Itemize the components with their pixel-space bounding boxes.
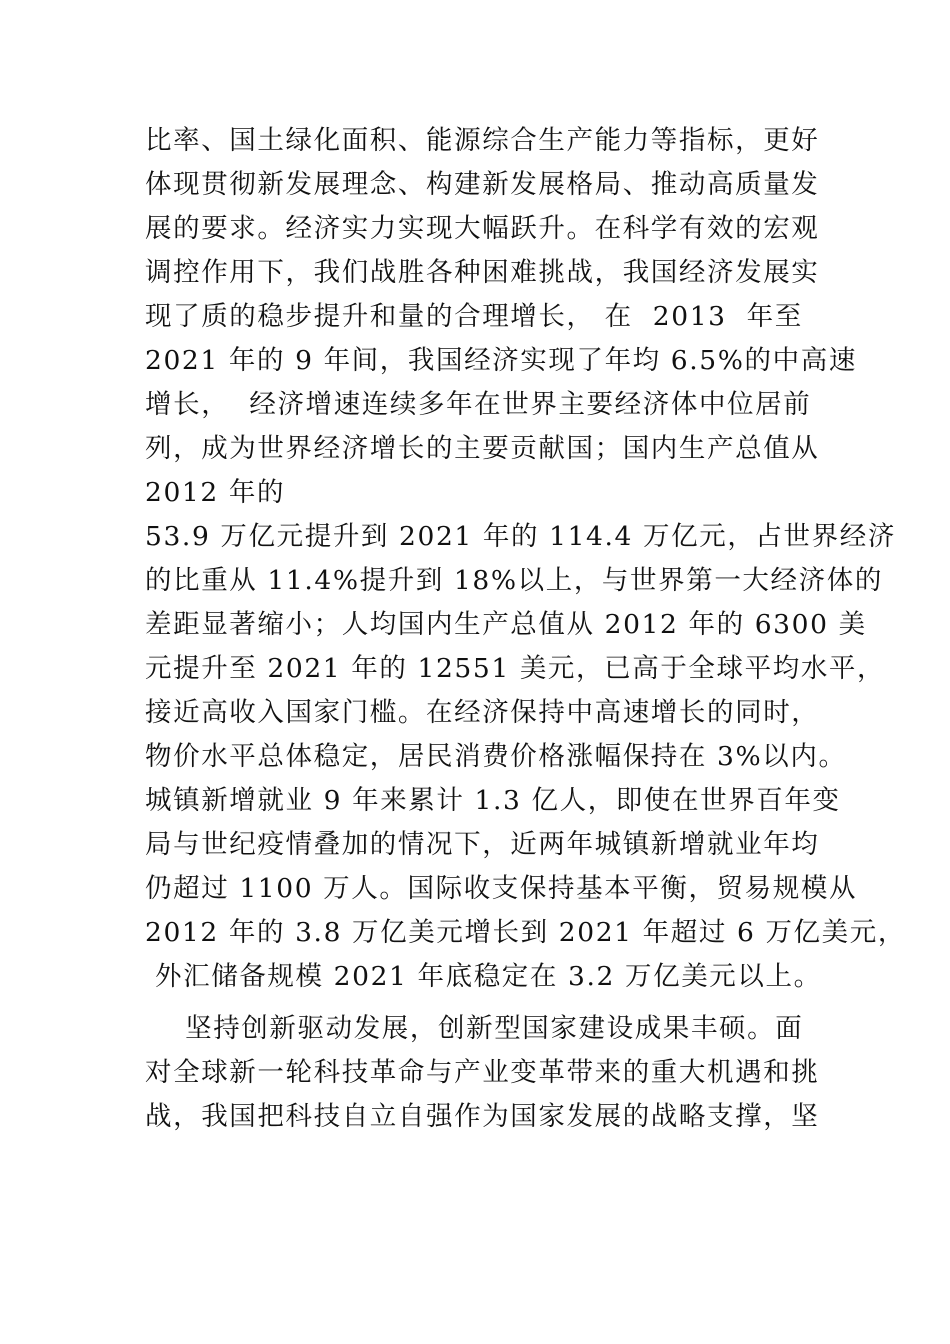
text-line: 现了质的稳步提升和量的合理增长， 在 2013 年至 bbox=[145, 301, 803, 332]
text-line: 比率、国土绿化面积、能源综合生产能力等指标，更好 bbox=[145, 125, 820, 156]
text-line: 战，我国把科技自立自强作为国家发展的战略支撑，坚 bbox=[145, 1101, 820, 1132]
text-line: 对全球新一轮科技革命与产业变革带来的重大机遇和挑 bbox=[145, 1057, 820, 1088]
text-line: 调控作用下，我们战胜各种困难挑战，我国经济发展实 bbox=[145, 257, 820, 288]
text-line: 差距显著缩小；人均国内生产总值从 2012 年的 6300 美 bbox=[145, 609, 867, 640]
text-line: 坚持创新驱动发展，创新型国家建设成果丰硕。面 bbox=[145, 1013, 804, 1044]
text-line: 体现贯彻新发展理念、构建新发展格局、推动高质量发 bbox=[145, 169, 820, 200]
text-line: 接近高收入国家门槛。在经济保持中高速增长的同时， bbox=[145, 697, 820, 728]
text-line: 2021 年的 9 年间，我国经济实现了年均 6.5%的中高速 bbox=[145, 345, 857, 376]
text-line: 展的要求。经济实力实现大幅跃升。在科学有效的宏观 bbox=[145, 213, 820, 244]
text-line: 元提升至 2021 年的 12551 美元，已高于全球平均水平， bbox=[145, 653, 886, 684]
text-line: 外汇储备规模 2021 年底稳定在 3.2 万亿美元以上。 bbox=[145, 961, 822, 992]
text-line: 的比重从 11.4%提升到 18%以上，与世界第一大经济体的 bbox=[145, 565, 883, 596]
text-line: 仍超过 1100 万人。国际收支保持基本平衡，贸易规模从 bbox=[145, 873, 858, 904]
text-line: 2012 年的 3.8 万亿美元增长到 2021 年超过 6 万亿美元， bbox=[145, 917, 906, 948]
text-line: 城镇新增就业 9 年来累计 1.3 亿人，即使在世界百年变 bbox=[145, 785, 841, 816]
text-line: 2012 年的 bbox=[145, 477, 286, 508]
text-line: 53.9 万亿元提升到 2021 年的 114.4 万亿元，占世界经济 bbox=[145, 521, 896, 552]
text-line: 列，成为世界经济增长的主要贡献国；国内生产总值从 bbox=[145, 433, 820, 464]
text-line: 增长， 经济增速连续多年在世界主要经济体中位居前 bbox=[145, 389, 812, 420]
text-line: 物价水平总体稳定，居民消费价格涨幅保持在 3%以内。 bbox=[145, 741, 847, 772]
text-line: 局与世纪疫情叠加的情况下，近两年城镇新增就业年均 bbox=[145, 829, 820, 860]
